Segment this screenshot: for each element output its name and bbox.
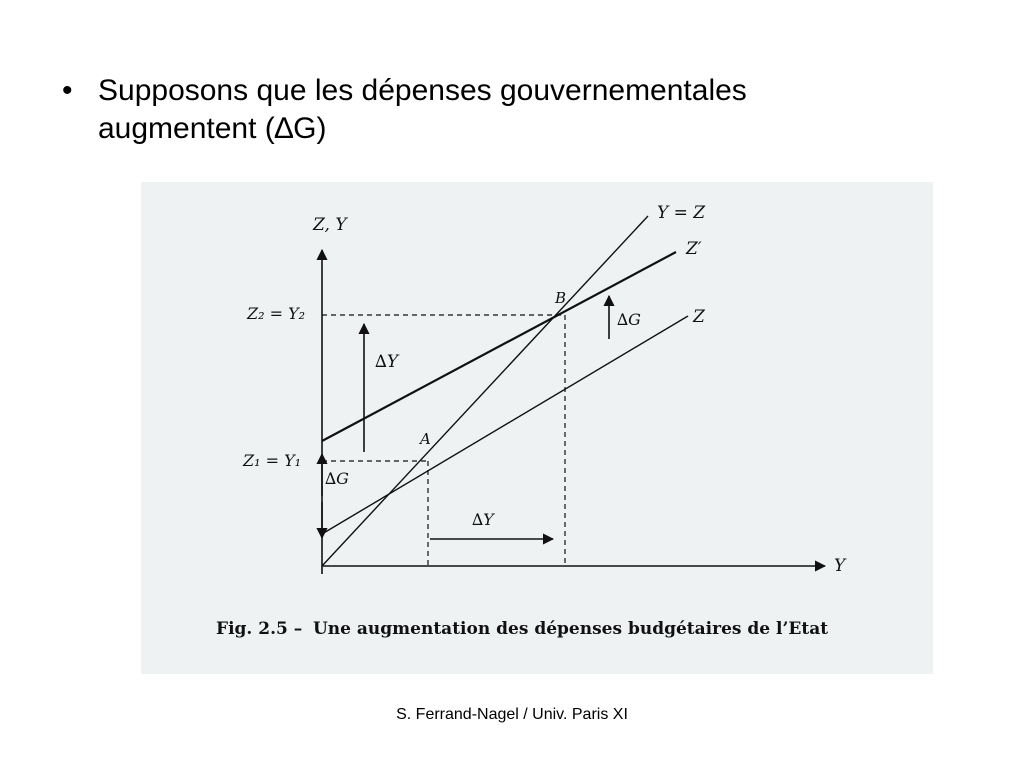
level-label-z2-y2: Z₂ = Y₂ <box>247 304 306 323</box>
point-a-label: A <box>420 430 431 448</box>
line-z-prime <box>322 252 676 441</box>
footer-credit: S. Ferrand-Nagel / Univ. Paris XI <box>396 706 628 723</box>
delta-g-left-label: ∆G <box>325 469 349 488</box>
keynesian-cross-diagram <box>141 182 933 674</box>
bullet-text-line-2: augmentent (∆G) <box>98 112 327 145</box>
level-label-z1-y1: Z₁ = Y₁ <box>243 451 302 470</box>
y-axis-label: Z, Y <box>313 215 347 235</box>
line-label-z: Z <box>693 307 705 327</box>
figure-caption-title: Une augmentation des dépenses budgétaires de l’Etat <box>312 619 829 639</box>
scanned-figure <box>141 182 933 674</box>
figure-caption-prefix: Fig. 2.5 – <box>216 619 303 639</box>
bullet-item <box>62 72 922 148</box>
line-label-y-equals-z: Y = Z <box>657 203 706 223</box>
figure-caption <box>216 619 828 639</box>
x-axis-label: Y <box>834 556 846 576</box>
point-b-label: B <box>555 289 567 307</box>
delta-y-lower-label: ∆Y <box>472 510 494 529</box>
slide-footer <box>0 706 1024 724</box>
bullet-text <box>98 72 858 148</box>
line-z <box>322 316 688 534</box>
bullet-text-line-1: Supposons que les dépenses gouvernementales <box>98 74 747 107</box>
bullet-marker: • <box>62 74 73 107</box>
delta-g-right-label: ∆G <box>617 310 641 329</box>
delta-y-upper-label: ∆Y <box>375 352 399 372</box>
line-label-z-prime: Z′ <box>686 239 702 259</box>
